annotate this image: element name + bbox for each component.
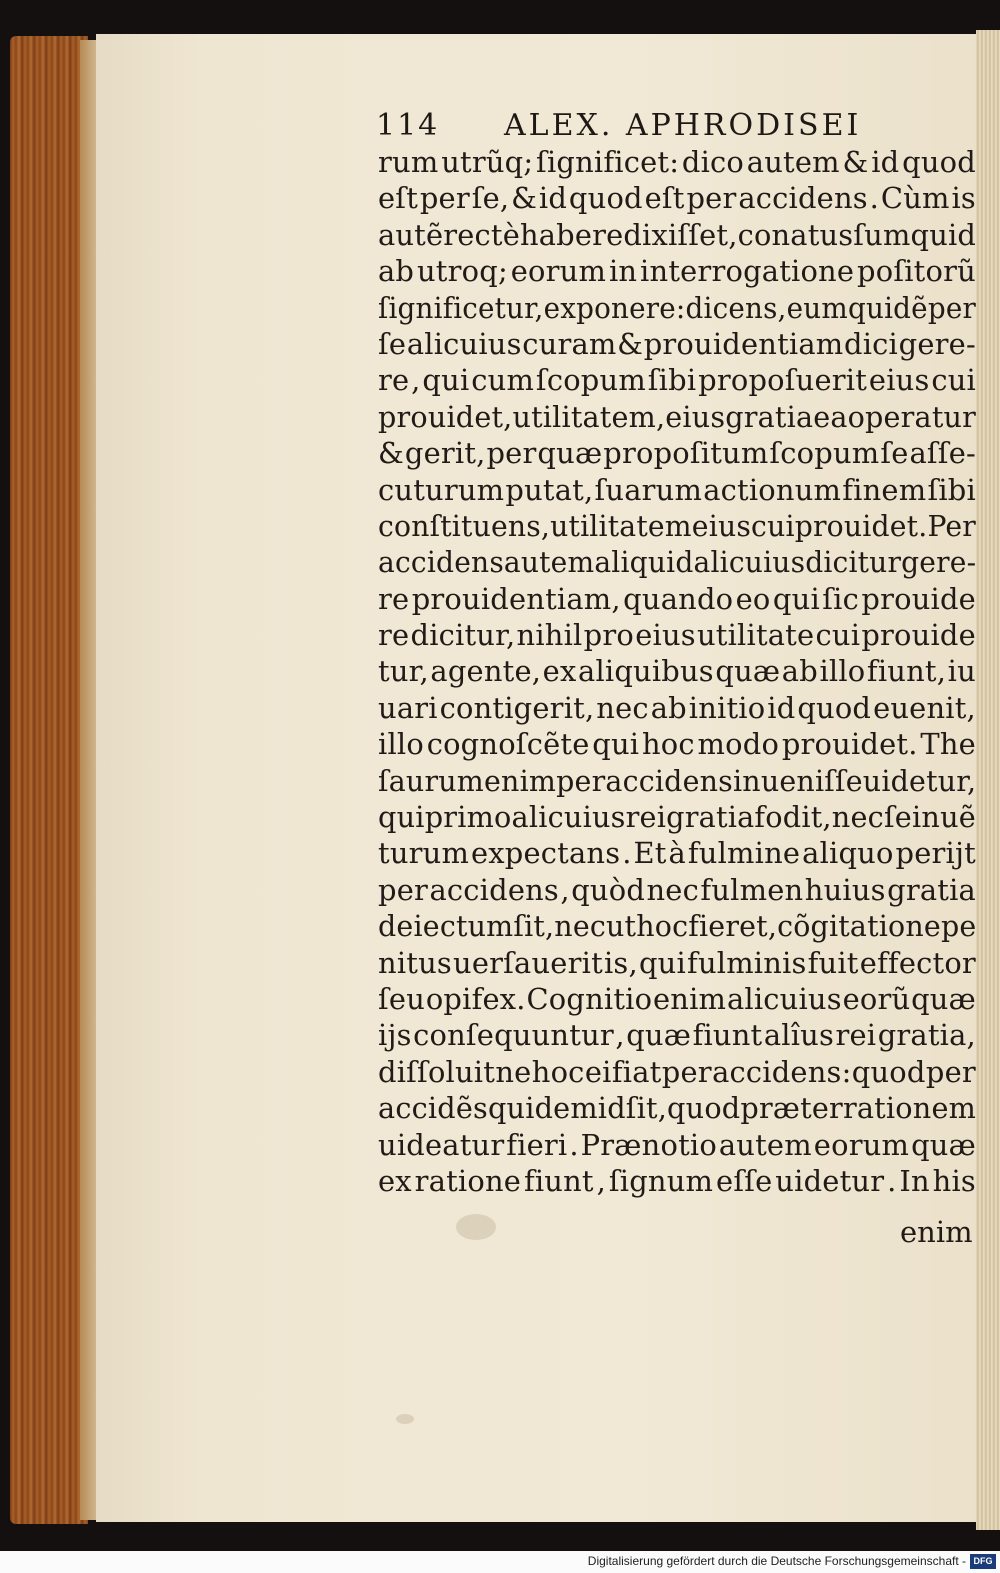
body-text [378,144,978,1199]
text-line: re prouidentiam, quando eo qui ſic prouide [378,581,976,616]
footer-bar [0,1551,1000,1573]
text-line: tur, agente, ex aliquibus quæ ab illo fiunt, iu [378,654,976,689]
text-line: ab utroq; eorum in interrogatione poſitorũ [378,254,976,289]
text-line: ijs conſequuntur , quæ fiunt alîus rei gratia, [378,1018,976,1053]
text-line: uideatur fieri . Prænotio autem eorum quæ [378,1127,976,1162]
text-line: prouidet, utilitatem , eius gratia ea operatur [378,399,977,434]
text-line: & gerit, per quæ propoſitum ſcopum ſe aſſe- [378,436,976,471]
text-line: nitus uerſauerit is, qui fulminis fuit effector [378,945,976,980]
page-edges [976,30,1000,1530]
text-line: per accidens , quòd nec fulmen huius gratia [378,872,976,907]
funding-note: Digitalisierung gefördert durch die Deutsche Forschungsgemeinschaft - [587,1554,966,1568]
text-line: diſſoluit ne hoc ei fiat per accidens: quod per [378,1054,976,1089]
text-line: deiectum ſit, nec ut hoc fieret, cõgitatione pe [378,909,977,944]
paper-stain [396,1414,414,1424]
text-line: ex ratione fiunt , ſignum eſſe uidetur . In his [378,1163,976,1198]
text-line: accidens autem aliquid alicuius dicitur gere- [378,545,977,580]
book-spine [10,36,88,1524]
text-line: eſt per ſe, & id quod eſt per accidens . Cùm is [378,181,976,216]
text-line: accidẽs quidem id ſit, quod præter rationem [378,1091,977,1126]
text-line: qui primo alicuius rei gratia fodit, nec ſe inuẽ [378,800,976,835]
catchword: enim [900,1215,973,1249]
text-line: conſtituens, utilitatem eius cui prouidet. Per [378,508,976,543]
text-line: ſeu opifex. Cognitio enim alicuius eorũ quæ [378,981,976,1016]
text-line: illo cognoſcẽte qui hoc modo prouidet. The [378,727,976,762]
paper-stain [456,1214,496,1240]
text-line: ſe alicuius curam & prouidentiam dici gere- [378,326,976,361]
dfg-logo: DFG [970,1554,996,1569]
text-line: re , qui cum ſcopum ſibi propoſuerit eius cui [378,363,976,398]
page-number: 114 [376,108,440,143]
text-line: autẽ rectè habere dixiſſet , conatus ſum quid [378,217,977,252]
text-line: ſaurum enim per accidens inueniſſe uidetur, [378,763,977,798]
text-line: rum utrũq; ſignificet: dico autem & id quod [378,145,976,179]
page-header [376,108,976,148]
running-title: ALEX. APHRODISEI [504,108,862,143]
text-line: ſignificetur, exponere: dicens, eum quidẽ per [378,290,976,325]
text-line: cuturum putat, ſuarum actionum finem ſibi [378,472,976,507]
text-line: re dicitur, nihil pro eius utilitate cui prouide [378,618,976,653]
text-line: uari contigerit, nec ab initio id quod euenit, [378,690,976,725]
text-line: turum expectans . Et à fulmine aliquo perijt [378,836,976,871]
